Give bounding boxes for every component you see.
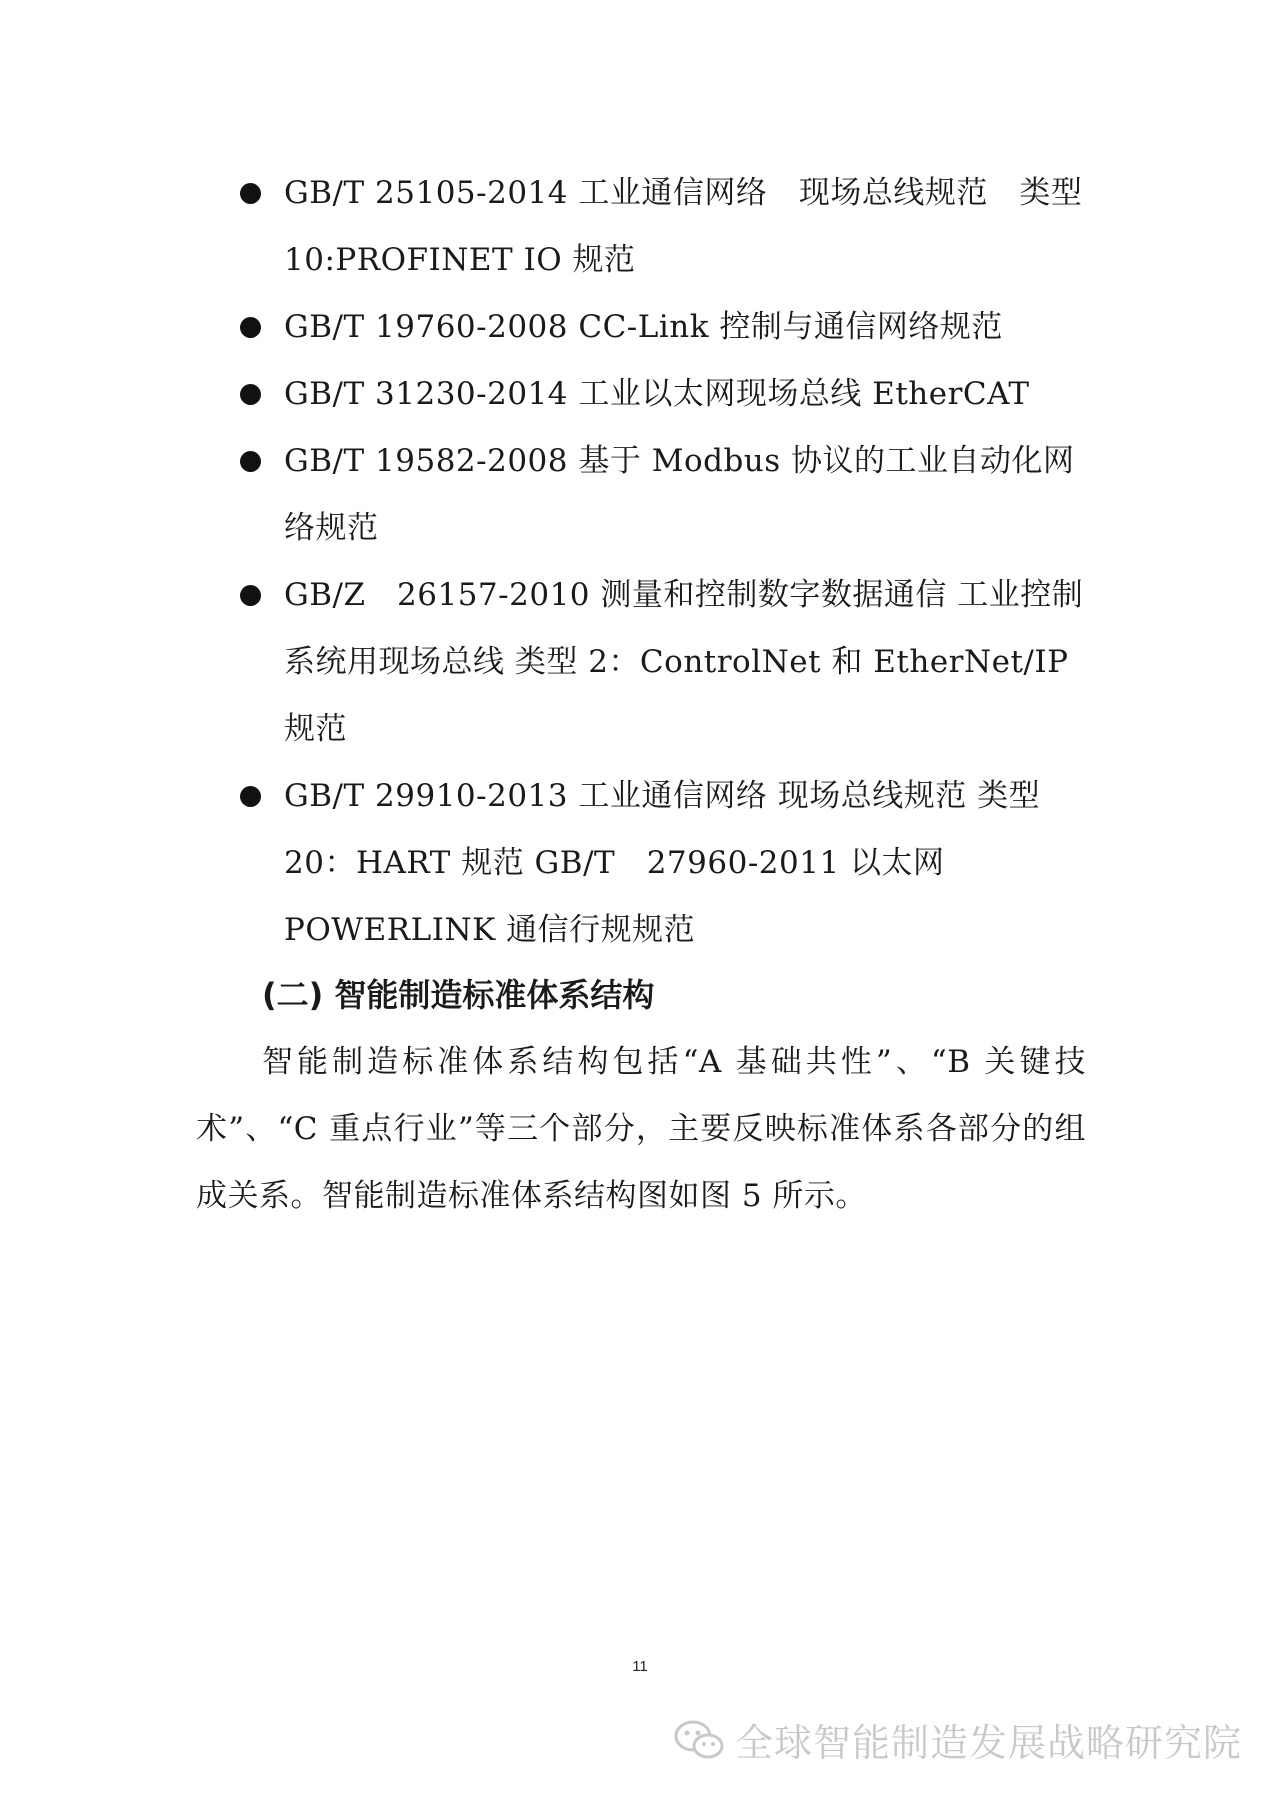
standard-text: GB/T 19582-2008 基于 Modbus 协议的工业自动化网络规范 (284, 443, 1075, 546)
watermark-text: 全球智能制造发展战略研究院 (734, 1721, 1242, 1765)
standards-list (240, 160, 1090, 964)
bullet-icon (240, 384, 261, 405)
list-item (240, 160, 1090, 294)
list-item (240, 361, 1090, 428)
wechat-icon (673, 1718, 727, 1762)
section-heading: (二) 智能制造标准体系结构 (262, 976, 655, 1014)
standard-text: GB/Z 26157-2010 测量和控制数字数据通信 工业控制系统用现场总线 类型 2：ControlNet 和 EtherNet/IP 规范 (284, 577, 1084, 747)
bullet-icon (240, 317, 261, 338)
page-number: 11 (632, 1658, 648, 1675)
list-item (240, 294, 1090, 361)
standard-text: GB/T 19760-2008 CC-Link 控制与通信网络规范 (284, 309, 1003, 345)
bullet-icon (240, 585, 261, 606)
standard-text: GB/T 29910-2013 工业通信网络 现场总线规范 类型 20：HART 规范 GB/T 27960-2011 以太网 POWERLINK 通信行规规范 (284, 778, 1041, 948)
list-item (240, 763, 1090, 964)
bullet-icon (240, 786, 261, 807)
list-item (240, 428, 1090, 562)
bullet-icon (240, 183, 261, 204)
standard-text: GB/T 25105-2014 工业通信网络 现场总线规范 类型 10:PROFINET IO 规范 (284, 175, 1083, 278)
bullet-icon (240, 451, 261, 472)
list-item (240, 562, 1090, 763)
watermark (673, 1712, 1242, 1767)
standard-text: GB/T 31230-2014 工业以太网现场总线 EtherCAT (284, 376, 1030, 412)
body-paragraph: 智能制造标准体系结构包括“A 基础共性”、“B 关键技术”、“C 重点行业”等三个部分，主要反映标准体系各部分的组成关系。智能制造标准体系结构图如图 5 所示。 (196, 1044, 1086, 1214)
